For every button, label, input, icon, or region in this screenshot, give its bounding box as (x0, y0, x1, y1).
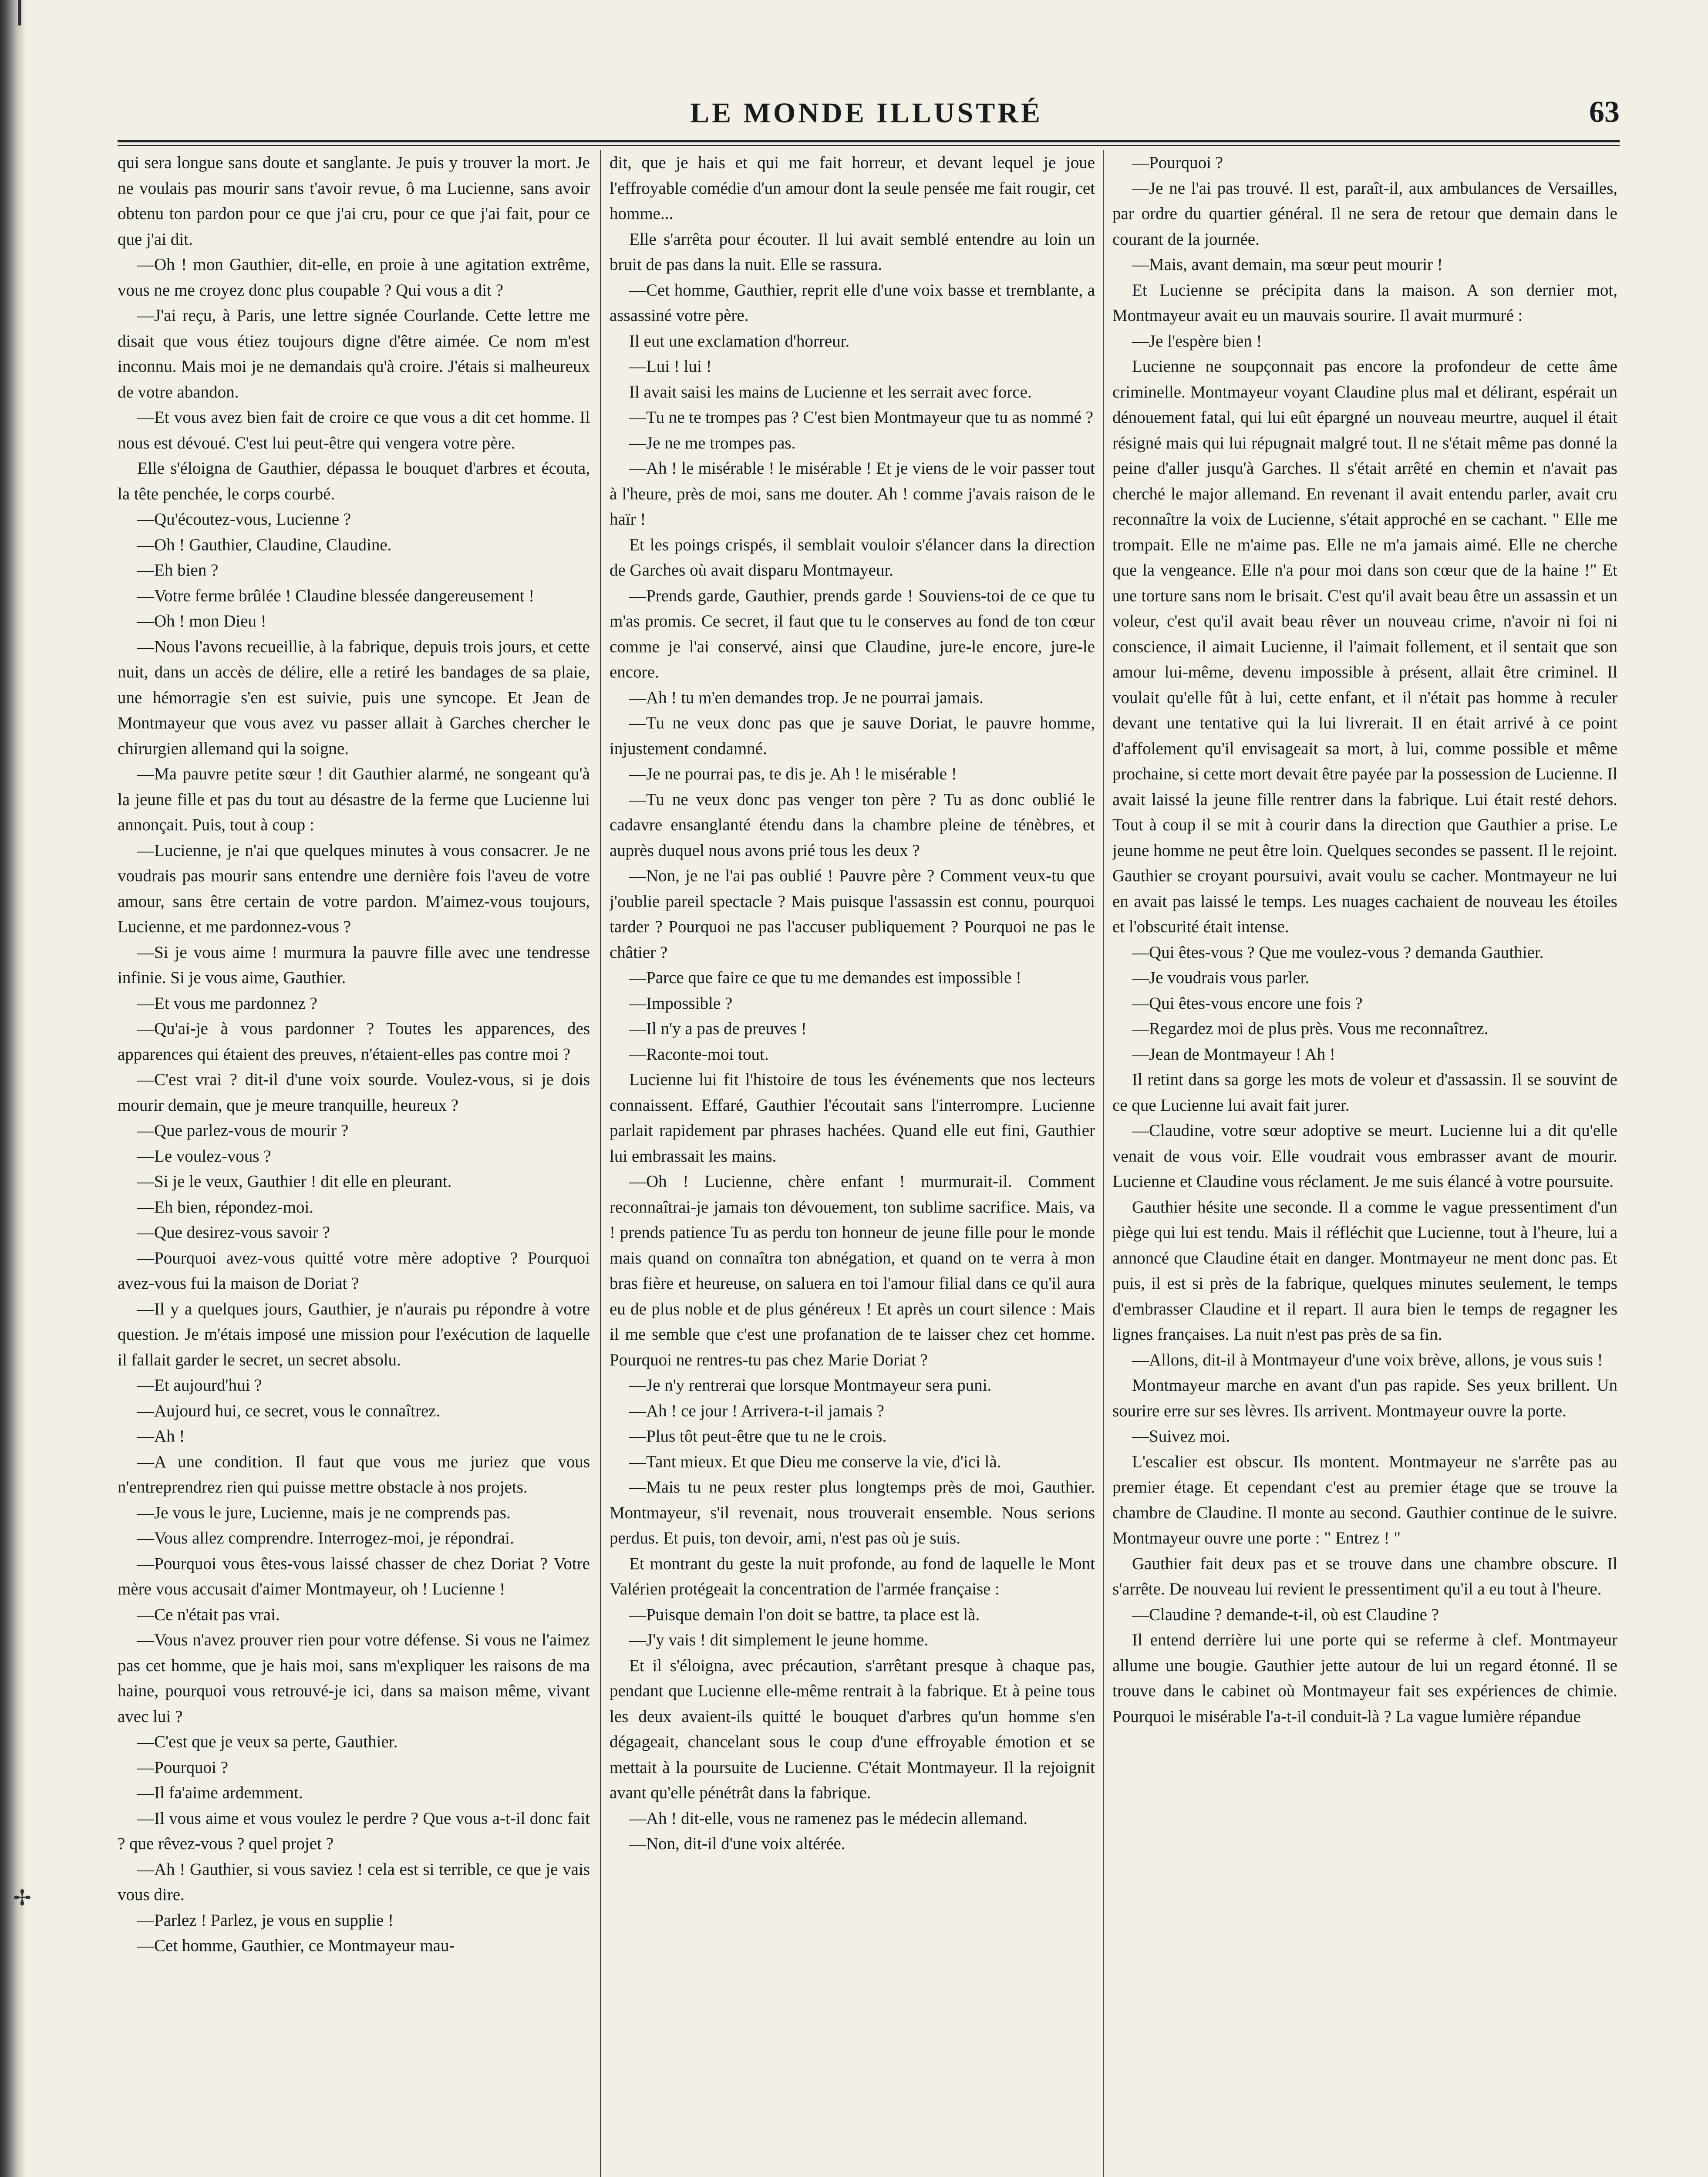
paragraph: —Ce n'était pas vrai. (137, 1605, 280, 1624)
paragraph: —Cet homme, Gauthier, ce Montmayeur mau- (137, 1936, 455, 1955)
paragraph: —Lui ! lui ! (629, 357, 712, 376)
paragraph: Il avait saisi les mains de Lucienne et les serrait avec force. (629, 382, 1032, 401)
paragraph: Il retint dans sa gorge les mots de voleur et d'assassin. Il se souvint de ce que Lucienne lui avait fait jurer. (1112, 1070, 1617, 1115)
paragraph: —Puisque demain l'on doit se battre, ta place est là. (629, 1605, 980, 1624)
paragraph: Et montrant du geste la nuit profonde, au fond de laquelle le Mont Valérien protégeait la concentration de l'armée française : (610, 1554, 1095, 1598)
paragraph: qui sera longue sans doute et sanglante. Je puis y trouver la mort. Je ne voulais pas mourir sans t'avoir revue, ô ma Lucienne, sans avoir obtenu ton pardon pour ce que j'ai cru, pour ce que j'ai fait, pour ce que j'ai dit. (118, 153, 590, 249)
paragraph: —Tu ne veux donc pas venger ton père ? Tu as donc oublié le cadavre ensanglanté étendu dans la chambre pleine de ténèbres, et auprès duquel nous avons prié tous les deux ? (610, 790, 1095, 860)
paragraph: Montmayeur marche en avant d'un pas rapide. Ses yeux brillent. Un sourire erre sur ses lèvres. Ils arrivent. Montmayeur ouvre la porte. (1112, 1376, 1617, 1420)
header-rule-thin (118, 145, 1620, 146)
paragraph: —Tant mieux. Et que Dieu me conserve la vie, d'ici là. (629, 1452, 1001, 1471)
paragraph: —Ah ! dit-elle, vous ne ramenez pas le médecin allemand. (629, 1809, 1028, 1828)
paragraph: —Ah ! le misérable ! le misérable ! Et je viens de le voir passer tout à l'heure, près de moi, sans me douter. Ah ! comme j'avais raison de le haïr ! (610, 459, 1095, 529)
paragraph: —Qui êtes-vous ? Que me voulez-vous ? demanda Gauthier. (1132, 943, 1544, 962)
paragraph: —Eh bien ? (137, 561, 219, 580)
paragraph: —Non, dit-il d'une voix altérée. (629, 1834, 846, 1853)
paragraph: —Je vous le jure, Lucienne, mais je ne comprends pas. (137, 1503, 511, 1522)
paragraph: —Ah ! ce jour ! Arrivera-t-il jamais ? (629, 1401, 884, 1420)
paragraph: dit, que je hais et qui me fait horreur, et devant lequel je joue l'effroyable comédie d'un amour dont la seule pensée me fait rougir, cet homme... (610, 153, 1095, 223)
paragraph: —Ma pauvre petite sœur ! dit Gauthier alarmé, ne songeant qu'à la jeune fille et pas du tout au désastre de la ferme que Lucienne lui annonçait. Puis, tout à coup : (118, 765, 590, 834)
paragraph: —Claudine, votre sœur adoptive se meurt. Lucienne lui a dit qu'elle venait de vous voir. Elle voudrait vous embrasser avant de mourir. Lucienne et Claudine vous réclament. Je me suis élancé à votre poursuite. (1112, 1121, 1617, 1191)
paragraph: Et Lucienne se précipita dans la maison. A son dernier mot, Montmayeur avait eu un mauvais sourire. Il avait murmuré : (1112, 280, 1617, 325)
column-divider (1103, 150, 1104, 2177)
paragraph: —Je ne l'ai pas trouvé. Il est, paraît-il, aux ambulances de Versailles, par ordre du quartier général. Il ne sera de retour que demain dans le courant de la journée. (1112, 179, 1617, 249)
paragraph: —Ah ! (137, 1427, 185, 1446)
paragraph: —Et aujourd'hui ? (137, 1376, 262, 1395)
margin-mark-top: ┃ (13, 0, 27, 25)
paragraph: —Si je vous aime ! murmura la pauvre fille avec une tendresse infinie. Si je vous aime, Gauthier. (118, 943, 590, 987)
paragraph: —Je l'espère bien ! (1132, 331, 1262, 350)
paragraph: —Pourquoi ? (137, 1758, 229, 1777)
newspaper-title: LE MONDE ILLUSTRÉ (690, 97, 1043, 129)
paragraph: —Qu'écoutez-vous, Lucienne ? (137, 510, 351, 529)
paragraph: —Il y a quelques jours, Gauthier, je n'aurais pu répondre à votre question. Je m'étais imposé une mission pour l'exécution de laquelle il fallait garder le secret, un secret absolu. (118, 1299, 590, 1369)
paragraph: Gauthier hésite une seconde. Il a comme le vague pressentiment d'un piège qui lui est tendu. Mais il réfléchit que Lucienne, tout à l'heure, lui a annoncé que Claudine était en danger. Montmayeur ne ment donc pas. Et puis, il est si près de la fabrique, quelques minutes seulement, le temps d'embrasser Claudine et il repart. Il aura bien le temps de regagner les lignes françaises. La nuit n'est pas près de sa fin. (1112, 1197, 1617, 1344)
paragraph: —Parlez ! Parlez, je vous en supplie ! (137, 1911, 394, 1930)
paragraph: —Je ne pourrai pas, te dis je. Ah ! le misérable ! (629, 765, 957, 783)
paragraph: —J'y vais ! dit simplement le jeune homme. (629, 1631, 929, 1649)
paragraph: Et il s'éloigna, avec précaution, s'arrêtant presque à chaque pas, pendant que Lucienne elle-même rentrait à la fabrique. Et à peine tous les deux avaient-ils quitté le bouquet d'arbres qu'un homme s'en dégageait, chancelant sous le coup d'une effroyable émotion et se mettait à la poursuite de Lucienne. C'était Montmayeur. Il la rejoignit avant qu'elle pénétrât dans la fabrique. (610, 1656, 1095, 1802)
paragraph: —Ah ! tu m'en demandes trop. Je ne pourrai jamais. (629, 688, 984, 707)
column-divider (600, 150, 601, 2177)
paragraph: —Oh ! mon Gauthier, dit-elle, en proie à une agitation extrême, vous ne me croyez donc plus coupable ? Qui vous a dit ? (118, 255, 590, 300)
header-rule (118, 140, 1620, 142)
paragraph: L'escalier est obscur. Ils montent. Montmayeur ne s'arrête pas au premier étage. Et cependant c'est au premier étage que se trouve la chambre de Claudine. Il monte au second. Gauthier continue de le suivre. Montmayeur ouvre une porte : " Entrez ! " (1112, 1452, 1617, 1547)
paragraph: —Impossible ? (629, 994, 733, 1013)
paragraph: —Que parlez-vous de mourir ? (137, 1121, 349, 1140)
paragraph: —Jean de Montmayeur ! Ah ! (1132, 1045, 1335, 1064)
column-3 (1112, 150, 1617, 2177)
paragraph: —J'ai reçu, à Paris, une lettre signée Courlande. Cette lettre me disait que vous étiez toujours digne d'être aimée. Ce nom m'est inconnu. Mais moi je ne demandais qu'à croire. J'étais si malheureux de votre abandon. (118, 306, 590, 401)
paragraph: Elle s'éloigna de Gauthier, dépassa le bouquet d'arbres et écouta, la tête penchée, le corps courbé. (118, 459, 590, 503)
paragraph: —Je ne me trompes pas. (629, 433, 796, 452)
paragraph: —Oh ! mon Dieu ! (137, 612, 266, 630)
paragraph: —Prends garde, Gauthier, prends garde ! Souviens-toi de ce que tu m'as promis. Ce secret, il faut que tu le conserves au fond de ton cœur comme je l'ai conservé, ainsi que Claudine, jure-le encore, jure-le encore. (610, 586, 1095, 681)
paragraph: —Regardez moi de plus près. Vous me reconnaîtrez. (1132, 1019, 1489, 1038)
paragraph: —Qu'ai-je à vous pardonner ? Toutes les apparences, des apparences qui étaient des preuves, n'étaient-elles pas contre moi ? (118, 1019, 590, 1064)
paragraph: —Pourquoi vous êtes-vous laissé chasser de chez Doriat ? Votre mère vous accusait d'aimer Montmayeur, oh ! Lucienne ! (118, 1554, 590, 1598)
paragraph: —Je voudrais vous parler. (1132, 968, 1310, 987)
paragraph: —Raconte-moi tout. (629, 1045, 769, 1064)
paragraph: —Oh ! Lucienne, chère enfant ! murmurait-il. Comment reconnaîtrai-je jamais ton dévouement, ton sublime sacrifice. Mais, va ! prends patience Tu as perdu ton honneur de jeune fille pour le monde mais quand on connaîtra ton abnégation, et quand on te verra à mon bras fière et heureuse, on saluera en toi l'amour filial dans ce qu'il aura eu de plus noble et de plus généreux ! Et après un court silence : Mais il me semble que c'est une profanation de te laisser chez cet homme. Pourquoi ne rentres-tu pas chez Marie Doriat ? (610, 1172, 1095, 1369)
paragraph: —C'est vrai ? dit-il d'une voix sourde. Voulez-vous, si je dois mourir demain, que je meure tranquille, heureux ? (118, 1070, 590, 1115)
paragraph: —Eh bien, répondez-moi. (137, 1197, 314, 1217)
paragraph: —Allons, dit-il à Montmayeur d'une voix brève, allons, je vous suis ! (1132, 1350, 1603, 1369)
paragraph: —Vous n'avez prouver rien pour votre défense. Si vous ne l'aimez pas cet homme, que je hais moi, sans m'expliquer les raisons de ma haine, pourquoi vous retrouvé-je ici, dans sa maison même, vivant avec lui ? (118, 1631, 590, 1726)
paragraph: Il entend derrière lui une porte qui se referme à clef. Montmayeur allume une bougie. Gauthier jette autour de lui un regard étonné. Il se trouve dans le cabinet où Montmayeur fait ses expériences de chimie. Pourquoi le misérable l'a-t-il conduit-là ? La vague lumière répandue (1112, 1631, 1617, 1726)
paragraph: Lucienne lui fit l'histoire de tous les événements que nos lecteurs connaissent. Effaré, Gauthier l'écoutait sans l'interrompre. Lucienne parlait rapidement par phrases hachées. Quand elle eut fini, Gauthier lui embrassait les mains. (610, 1070, 1095, 1166)
paragraph: Et les poings crispés, il semblait vouloir s'élancer dans la direction de Garches où avait disparu Montmayeur. (610, 535, 1095, 580)
page-number: 63 (1589, 95, 1620, 129)
paragraph: —Suivez moi. (1132, 1427, 1230, 1446)
paragraph: —Tu ne te trompes pas ? C'est bien Montmayeur que tu as nommé ? (629, 408, 1093, 427)
margin-mark-middle: ✢ (13, 1886, 31, 1910)
paragraph: —C'est que je veux sa perte, Gauthier. (137, 1732, 398, 1751)
paragraph: —Il n'y a pas de preuves ! (629, 1019, 807, 1038)
paragraph: —Je n'y rentrerai que lorsque Montmayeur sera puni. (629, 1376, 992, 1395)
column-1 (118, 150, 590, 2177)
paragraph: —Aujourd hui, ce secret, vous le connaîtrez. (137, 1401, 441, 1420)
paragraph: Il eut une exclamation d'horreur. (629, 331, 850, 350)
paragraph: —Pourquoi ? (1132, 153, 1223, 172)
paragraph: —Le voulez-vous ? (137, 1146, 271, 1166)
paragraph: —Oh ! Gauthier, Claudine, Claudine. (137, 535, 392, 554)
page-header (118, 91, 1620, 139)
paragraph: —Mais tu ne peux rester plus longtemps près de moi, Gauthier. Montmayeur, s'il revenait, nous trouverait ensemble. Nous serions perdus. Et puis, ton devoir, ami, n'est pas où je suis. (610, 1478, 1095, 1547)
paragraph: —Cet homme, Gauthier, reprit elle d'une voix basse et tremblante, a assassiné votre père. (610, 280, 1095, 325)
column-2 (610, 150, 1095, 2177)
paragraph: —Ah ! Gauthier, si vous saviez ! cela est si terrible, ce que je vais vous dire. (118, 1860, 590, 1904)
paragraph: —Votre ferme brûlée ! Claudine blessée dangereusement ! (137, 586, 535, 605)
paragraph: —Et vous avez bien fait de croire ce que vous a dit cet homme. Il nous est dévoué. C'est lui peut-être qui vengera votre père. (118, 408, 590, 452)
paragraph: —Parce que faire ce que tu me demandes est impossible ! (629, 968, 1022, 987)
paragraph: —Il vous aime et vous voulez le perdre ? Que vous a-t-il donc fait ? que rêvez-vous ? quel projet ? (118, 1809, 590, 1853)
paragraph: —Claudine ? demande-t-il, où est Claudine ? (1132, 1605, 1439, 1624)
paragraph: —Tu ne veux donc pas que je sauve Doriat, le pauvre homme, injustement condamné. (610, 714, 1095, 758)
paragraph: —A une condition. Il faut que vous me juriez que vous n'entreprendrez rien qui puisse mettre obstacle à nos projets. (118, 1452, 590, 1496)
paragraph: —Mais, avant demain, ma sœur peut mourir ! (1132, 255, 1443, 274)
paragraph: —Lucienne, je n'ai que quelques minutes à vous consacrer. Je ne voudrais pas mourir sans entendre une dernière fois l'aveu de votre amour, sans être certain de votre pardon. M'aimez-vous toujours, Lucienne, et me pardonnez-vous ? (118, 841, 590, 936)
paragraph: Lucienne ne soupçonnait pas encore la profondeur de cette âme criminelle. Montmayeur voyant Claudine plus mal et délirant, espérait un dénouement fatal, qui lui eût épargné un nouveau meurtre, auquel il était résigné mais qui lui répugnait malgré tout. Il ne s'était même pas donné la peine d'aller jusqu'à Garches. Il s'était arrêté en chemin et n'avait pas cherché le major allemand. En revenant il avait entendu parler, avait cru reconnaître la voix de Lucienne, s'était approché en se cachant. " Elle me trompait. Elle ne m'aime pas. Elle ne m'a jamais aimé. Elle ne cherche que la vengeance. Elle n'a pour moi dans son cœur que de la haine !" Et une torture sans nom le brisait. C'est qu'il avait beau être un assassin et un voleur, c'est qu'il avait beau rêver un nouveau crime, n'avoir ni foi ni conscience, il aimait Lucienne, il l'aimait follement, et il sentait que son amour lui-même, devenu impossible à présent, allait être criminel. Il voulait qu'elle fût à lui, cette enfant, et il n'était pas homme à reculer devant une tentative qui la lui livrerait. Il en était arrivé à ce point d'affolement qu'il envisageait sa mort, à lui, comme possible et même prochaine, si cette mort devait être payée par la possession de Lucienne. Il avait laissé la jeune fille rentrer dans la fabrique. Lui était resté dehors. Tout à coup il se mit à courir dans la direction que Gauthier a prise. Le jeune homme ne peut être loin. Quelques secondes se passent. Il le rejoint. Gauthier se croyant poursuivi, avait voulu se cacher. Montmayeur ne lui en avait pas laissé le temps. Les nuages cachaient de nouveau les étoiles et l'obscurité était intense. (1112, 357, 1617, 936)
paragraph: —Et vous me pardonnez ? (137, 994, 317, 1013)
paragraph: —Pourquoi avez-vous quitté votre mère adoptive ? Pourquoi avez-vous fui la maison de Doriat ? (118, 1248, 590, 1293)
paragraph: —Il fa'aime ardemment. (137, 1783, 303, 1802)
paragraph: —Si je le veux, Gauthier ! dit elle en pleurant. (137, 1172, 452, 1191)
paragraph: —Que desirez-vous savoir ? (137, 1223, 330, 1242)
paragraph: —Qui êtes-vous encore une fois ? (1132, 994, 1363, 1013)
paragraph: —Vous allez comprendre. Interrogez-moi, je répondrai. (137, 1529, 514, 1547)
paragraph: Elle s'arrêta pour écouter. Il lui avait semblé entendre au loin un bruit de pas dans la nuit. Elle se rassura. (610, 229, 1095, 274)
paragraph: —Nous l'avons recueillie, à la fabrique, depuis trois jours, et cette nuit, dans un accès de délire, elle a retiré les bandages de sa plaie, une hémorragie s'en est suivie, puis une syncope. Et Jean de Montmayeur que vous avez vu passer allait à Garches chercher le chirurgien allemand qui la soigne. (118, 637, 590, 758)
paragraph: Gauthier fait deux pas et se trouve dans une chambre obscure. Il s'arrête. De nouveau lui revient le pressentiment qu'il a eu tout à l'heure. (1112, 1554, 1617, 1598)
paragraph: —Plus tôt peut-être que tu ne le crois. (629, 1427, 887, 1446)
paragraph: —Non, je ne l'ai pas oublié ! Pauvre père ? Comment veux-tu que j'oublie pareil spectacle ? Mais puisque l'assassin est connu, pourquoi tarder ? Pourquoi ne pas l'accuser publiquement ? Pourquoi ne pas le châtier ? (610, 866, 1095, 962)
binding-shadow (0, 0, 26, 2177)
